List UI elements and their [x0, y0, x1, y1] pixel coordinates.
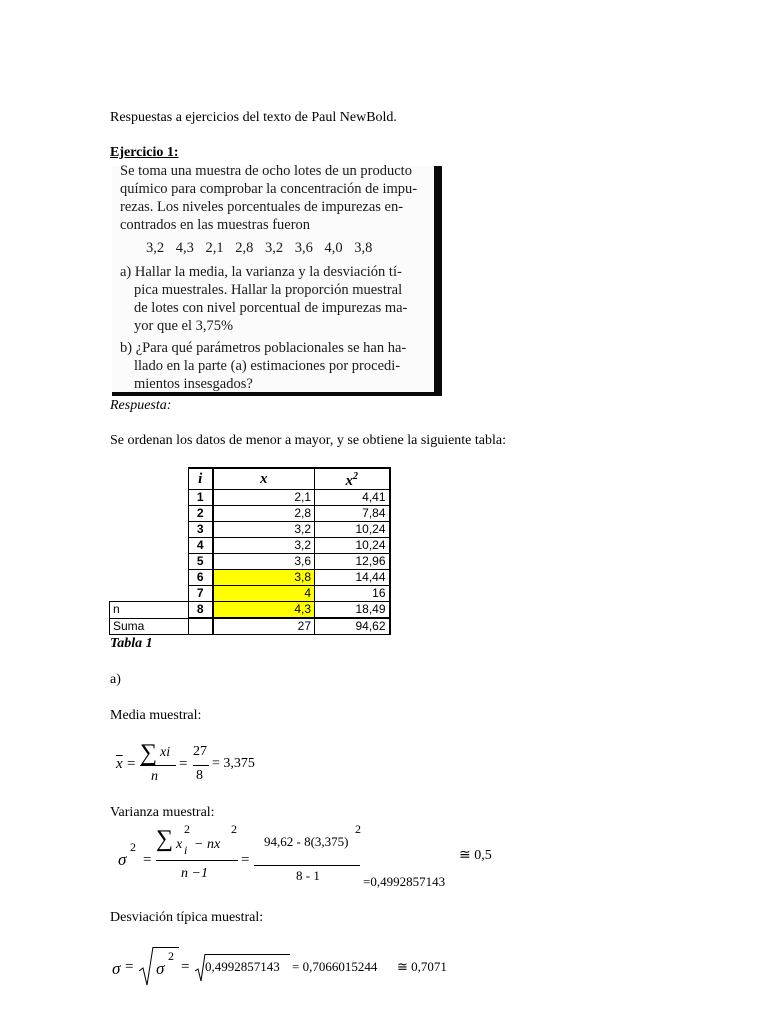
stddev-label: Desviación típica muestral:	[110, 910, 264, 925]
row-label	[110, 554, 189, 570]
row-index: 6	[189, 570, 213, 586]
header-x: x	[213, 468, 315, 490]
table-row	[110, 554, 390, 570]
problem-part-b-line: b) ¿Para qué parámetros poblacionales se han ha-	[120, 340, 407, 356]
document-heading: Respuestas a ejercicios del texto de Paul NewBold.	[110, 110, 397, 125]
table-row	[110, 522, 390, 538]
problem-scan	[112, 163, 442, 396]
problem-line: Se toma una muestra de ocho lotes de un producto	[120, 163, 412, 179]
stddev-result: = 0,7066015244	[292, 959, 378, 974]
mean-label: Media muestral:	[110, 708, 202, 723]
sigma-symbol: σ	[118, 850, 127, 869]
problem-part-b-line: llado en la parte (a) estimaciones por procedi-	[134, 358, 401, 374]
stddev-approx: ≅ 0,7071	[397, 959, 447, 974]
row-label	[110, 506, 189, 522]
problem-part-b-line: mientos insesgados?	[134, 376, 253, 392]
row-label	[110, 586, 189, 602]
stddev-formula: σ = σ 2 = 0,4992857143 = 0,7066015244 ≅ 0,7071	[112, 945, 492, 995]
sort-text: Se ordenan los datos de menor a mayor, y se obtiene la siguiente tabla:	[110, 433, 506, 448]
row-label	[110, 570, 189, 586]
row-index: 5	[189, 554, 213, 570]
problem-line: rezas. Los niveles porcentuales de impurezas en-	[120, 199, 404, 215]
row-x: 3,2	[213, 522, 315, 538]
row-x: 4,3	[213, 602, 315, 619]
row-x: 3,8	[213, 570, 315, 586]
header-x2-exp: 2	[353, 471, 358, 482]
sum-symbol: ∑	[156, 826, 174, 852]
row-label: n	[110, 602, 189, 619]
row-index: 2	[189, 506, 213, 522]
sum-label: Suma	[110, 618, 189, 635]
problem-line: químico para comprobar la concentración de impu-	[120, 181, 418, 197]
variance-result: =0,4992857143	[363, 874, 446, 889]
row-index: 4	[189, 538, 213, 554]
row-index: 7	[189, 586, 213, 602]
problem-part-a-line: yor que el 3,75%	[134, 318, 234, 334]
header-x2-base: x	[345, 473, 353, 489]
variance-denominator: 8 - 1	[296, 868, 320, 883]
row-x2: 10,24	[315, 522, 390, 538]
variance-formula: σ 2 = ∑ x 2 i − nx 2 n −1 = 94,62 - 8(3,375) 2 8 - 1 =0,4992857143 ≅ 0,5	[118, 822, 492, 889]
row-x2: 18,49	[315, 602, 390, 619]
row-x2: 12,96	[315, 554, 390, 570]
data-table	[109, 467, 391, 635]
table-caption: Tabla 1	[110, 636, 153, 651]
header-x-squared	[315, 468, 390, 490]
row-x: 3,2	[213, 538, 315, 554]
answer-label: Respuesta:	[110, 398, 172, 413]
problem-part-a-line: de lotes con nivel porcentual de impurezas ma-	[134, 300, 408, 316]
variance-approx: ≅ 0,5	[459, 848, 492, 863]
exercise-title: Ejercicio 1:	[110, 145, 179, 160]
sigma-symbol: σ	[112, 959, 121, 978]
row-x2: 7,84	[315, 506, 390, 522]
stddev-radicand: 0,4992857143	[205, 959, 280, 974]
table-sum-row	[110, 618, 390, 635]
n-symbol: n	[151, 769, 158, 784]
row-x2: 4,41	[315, 490, 390, 506]
mean-formula: $\overline{x}$ = ∑ xi n = 27 8 = 3,375	[116, 740, 255, 784]
header-i: i	[189, 468, 213, 490]
mean-denominator: 8	[196, 768, 203, 783]
table-row	[110, 490, 390, 506]
table-row	[110, 602, 390, 619]
table-row	[110, 570, 390, 586]
row-label	[110, 490, 189, 506]
mean-result: = 3,375	[212, 756, 255, 771]
sum-symbol: ∑	[140, 740, 158, 766]
mean-numerator: 27	[193, 744, 207, 759]
problem-part-a-line: a) Hallar la media, la varianza y la desviación tí-	[120, 264, 402, 280]
row-x2: 16	[315, 586, 390, 602]
problem-part-a-line: pica muestrales. Hallar la proporción muestral	[134, 282, 403, 298]
sqrt-symbol	[138, 945, 154, 987]
row-x2: 14,44	[315, 570, 390, 586]
row-label	[110, 538, 189, 554]
row-x2: 10,24	[315, 538, 390, 554]
problem-data-values: 3,2 4,3 2,1 2,8 3,2 3,6 4,0 3,8	[146, 240, 373, 256]
xi-symbol: xi	[160, 745, 171, 760]
problem-line: contrados en las muestras fueron	[120, 217, 311, 233]
variance-numerator: 94,62 - 8(3,375)	[264, 834, 349, 849]
row-x: 3,6	[213, 554, 315, 570]
table-header-row	[110, 468, 390, 490]
row-x: 4	[213, 586, 315, 602]
row-index: 1	[189, 490, 213, 506]
row-label	[110, 522, 189, 538]
row-index: 3	[189, 522, 213, 538]
table-row	[110, 506, 390, 522]
variance-den-symbol: n −1	[181, 866, 208, 881]
minus-nx: − nx	[194, 837, 221, 852]
part-a-label: a)	[110, 672, 121, 687]
xbar-symbol: $\overline{x}$	[116, 756, 123, 772]
row-x: 2,1	[213, 490, 315, 506]
table-row	[110, 538, 390, 554]
variance-label: Varianza muestral:	[110, 805, 215, 820]
sum-x2: 94,62	[315, 618, 390, 635]
table-row	[110, 586, 390, 602]
row-x: 2,8	[213, 506, 315, 522]
row-index: 8	[189, 602, 213, 619]
sum-x: 27	[213, 618, 315, 635]
